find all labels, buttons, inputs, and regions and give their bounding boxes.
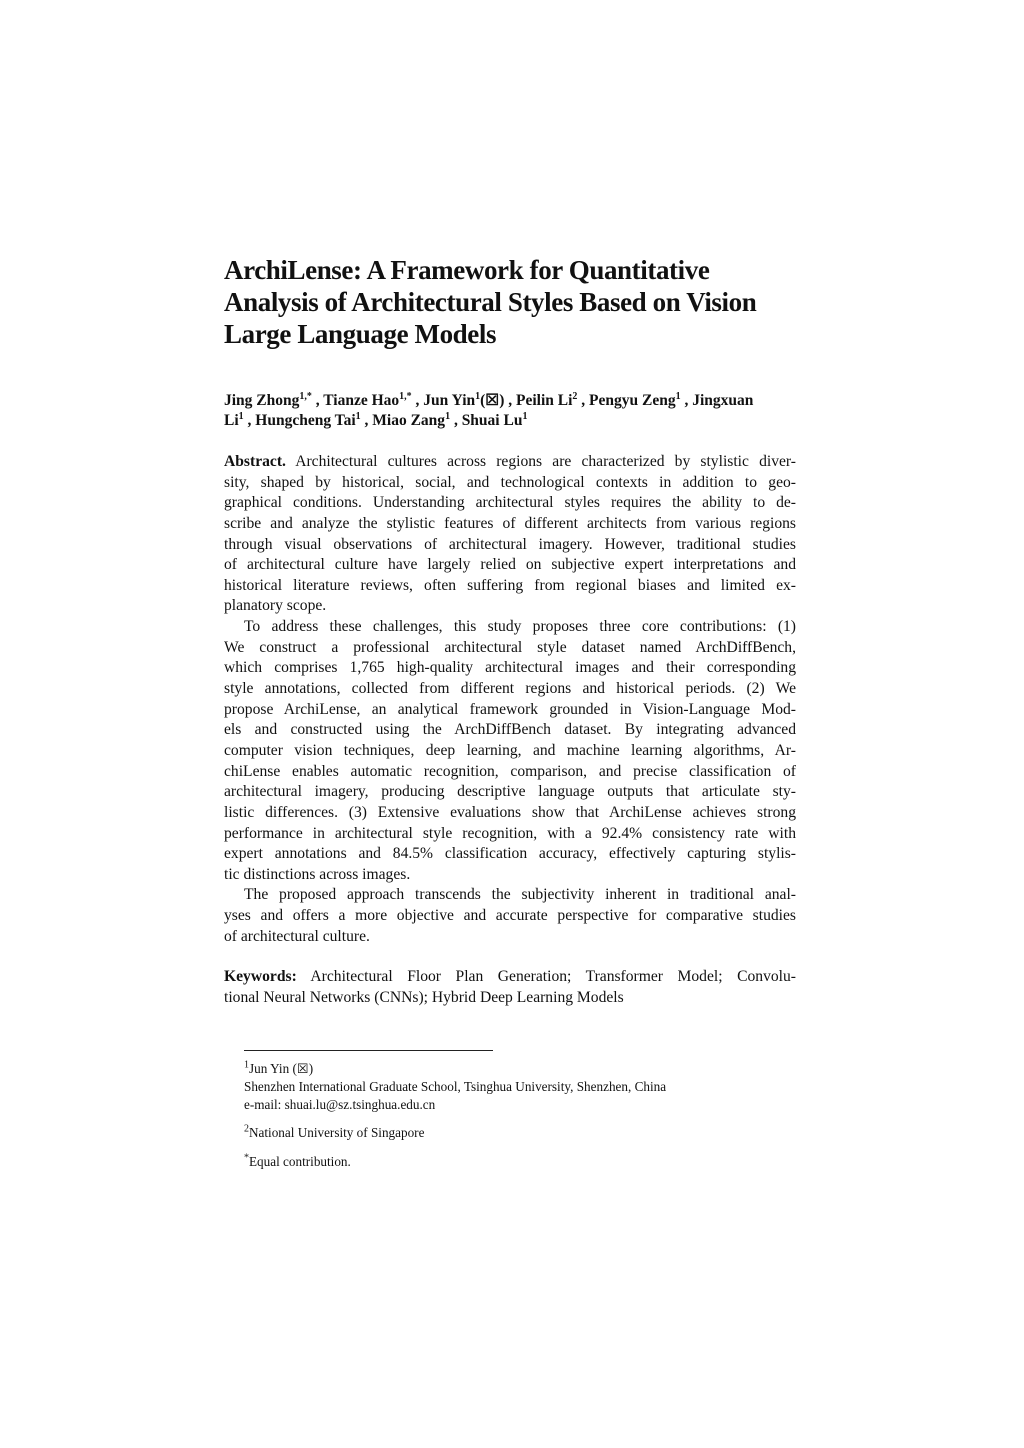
abstract-text: historical literature reviews, often suffering from regional biases and limited ex-	[224, 576, 796, 594]
author-name: Li	[224, 412, 239, 429]
keywords-text: Architectural Floor Plan Generation; Transformer Model; Convolu-	[296, 968, 796, 985]
footnote-3	[244, 1153, 764, 1171]
footnote-marker: 1	[244, 1059, 249, 1071]
abstract-line	[224, 658, 796, 679]
abstract-text: expert annotations and 84.5% classification accuracy, effectively capturing stylis-	[224, 845, 796, 863]
footnote-text: Jun Yin (☒)	[249, 1061, 314, 1076]
abstract-text: of architectural culture.	[224, 927, 370, 945]
author-name: , Tianze Hao	[311, 392, 400, 409]
keywords-line	[224, 967, 796, 988]
abstract-text: through visual observations of architectural imagery. However, traditional studies	[224, 535, 796, 553]
abstract-text: yses and offers a more objective and accurate perspective for comparative studies	[224, 907, 796, 925]
abstract-line	[224, 596, 796, 617]
abstract-line	[224, 555, 796, 576]
abstract-text: els and constructed using the ArchDiffBench dataset. By integrating advanced	[224, 721, 796, 739]
author-name: Jing Zhong	[224, 392, 300, 409]
author-affiliation-marker: 1	[238, 410, 244, 422]
author-name: , Hungcheng Tai	[243, 412, 356, 429]
abstract-line	[224, 493, 796, 514]
abstract-text: architectural imagery, producing descriptive language outputs that articulate sty-	[224, 783, 796, 801]
abstract-line	[224, 824, 796, 845]
abstract-line	[224, 927, 796, 948]
abstract-line	[224, 638, 796, 659]
keywords-text: tional Neural Networks (CNNs); Hybrid Deep Learning Models	[224, 988, 624, 1006]
author-affiliation-marker: 1	[522, 410, 528, 422]
title-line: Large Language Models	[224, 319, 497, 349]
author-name: , Shuai Lu	[450, 412, 523, 429]
abstract-text: sity, shaped by historical, social, and technological contexts in addition to geo-	[224, 473, 796, 491]
author-line	[224, 411, 796, 431]
abstract-line	[224, 473, 796, 494]
abstract-line	[224, 452, 796, 473]
abstract-text: Architectural cultures across regions are characterized by stylistic diver-	[285, 453, 796, 470]
abstract-text: of architectural culture have largely relied on subjective expert interpretations and	[224, 556, 796, 574]
author-affiliation-marker: 1,*	[299, 390, 312, 402]
author-name: (☒) , Peilin Li	[480, 392, 573, 409]
abstract-line	[224, 720, 796, 741]
abstract-text: tic distinctions across images.	[224, 865, 411, 883]
abstract-line	[224, 906, 796, 927]
author-name: , Jingxuan	[680, 392, 754, 409]
abstract-line	[224, 514, 796, 535]
abstract-text: computer vision techniques, deep learning, and machine learning algorithms, Ar-	[224, 741, 796, 759]
abstract-text: propose ArchiLense, an analytical framework grounded in Vision-Language Mod-	[224, 700, 796, 718]
abstract-line	[224, 617, 796, 638]
keywords-heading: Keywords:	[224, 968, 297, 985]
abstract-line	[224, 700, 796, 721]
author-affiliation-marker: 1	[675, 390, 681, 402]
author-name: , Miao Zang	[360, 412, 446, 429]
abstract-heading: Abstract.	[224, 453, 286, 470]
author-line	[224, 391, 796, 411]
abstract-line	[224, 741, 796, 762]
keywords-line	[224, 988, 796, 1009]
author-affiliation-marker: 1,*	[399, 390, 412, 402]
footnote-1-name	[244, 1060, 764, 1078]
abstract-text: which comprises 1,765 high-quality architectural images and their corresponding	[224, 659, 796, 677]
abstract-line	[224, 762, 796, 783]
footnote-marker: 2	[244, 1123, 249, 1135]
abstract-line	[224, 844, 796, 865]
author-name: , Pengyu Zeng	[577, 392, 676, 409]
footnote-1-email[interactable]: e-mail: shuai.lu@sz.tsinghua.edu.cn	[244, 1097, 436, 1112]
abstract-text: scribe and analyze the stylistic features of different architects from various regions	[224, 514, 796, 532]
abstract-text: To address these challenges, this study proposes three core contributions: (1)	[244, 618, 796, 636]
abstract-line	[224, 782, 796, 803]
abstract	[224, 452, 796, 947]
abstract-line	[224, 679, 796, 700]
author-name: , Jun Yin	[411, 392, 476, 409]
abstract-text: We construct a professional architectural style dataset named ArchDiffBench,	[224, 638, 796, 656]
abstract-text: chiLense enables automatic recognition, comparison, and precise classification of	[224, 762, 796, 780]
author-affiliation-marker: 1	[475, 390, 481, 402]
abstract-line	[224, 803, 796, 824]
title-line: Analysis of Architectural Styles Based on Vision	[224, 287, 757, 317]
footnote-rule	[244, 1050, 493, 1051]
abstract-line	[224, 865, 796, 886]
paper-title	[224, 254, 824, 350]
title-line: ArchiLense: A Framework for Quantitative	[224, 255, 710, 285]
abstract-text: graphical conditions. Understanding architectural styles requires the ability to de-	[224, 494, 796, 512]
footnote-2	[244, 1124, 764, 1142]
abstract-line	[224, 885, 796, 906]
keywords	[224, 967, 796, 1008]
author-affiliation-marker: 1	[445, 410, 451, 422]
footnotes	[244, 1060, 764, 1171]
footnote-text: National University of Singapore	[249, 1125, 425, 1140]
footnote-text: Equal contribution.	[249, 1154, 351, 1169]
abstract-text: performance in architectural style recognition, with a 92.4% consistency rate with	[224, 824, 796, 842]
author-list	[224, 391, 796, 431]
abstract-text: The proposed approach transcends the subjectivity inherent in traditional anal-	[244, 886, 796, 904]
abstract-text: listic differences. (3) Extensive evaluations show that ArchiLense achieves strong	[224, 803, 796, 821]
abstract-line	[224, 535, 796, 556]
author-affiliation-marker: 2	[572, 390, 578, 402]
abstract-text: planatory scope.	[224, 597, 327, 615]
abstract-line	[224, 576, 796, 597]
footnote-1-affiliation: Shenzhen International Graduate School, Tsinghua University, Shenzhen, China	[244, 1079, 667, 1094]
author-affiliation-marker: 1	[355, 410, 361, 422]
abstract-text: style annotations, collected from different regions and historical periods. (2) We	[224, 680, 796, 698]
footnote-marker: *	[244, 1152, 249, 1164]
